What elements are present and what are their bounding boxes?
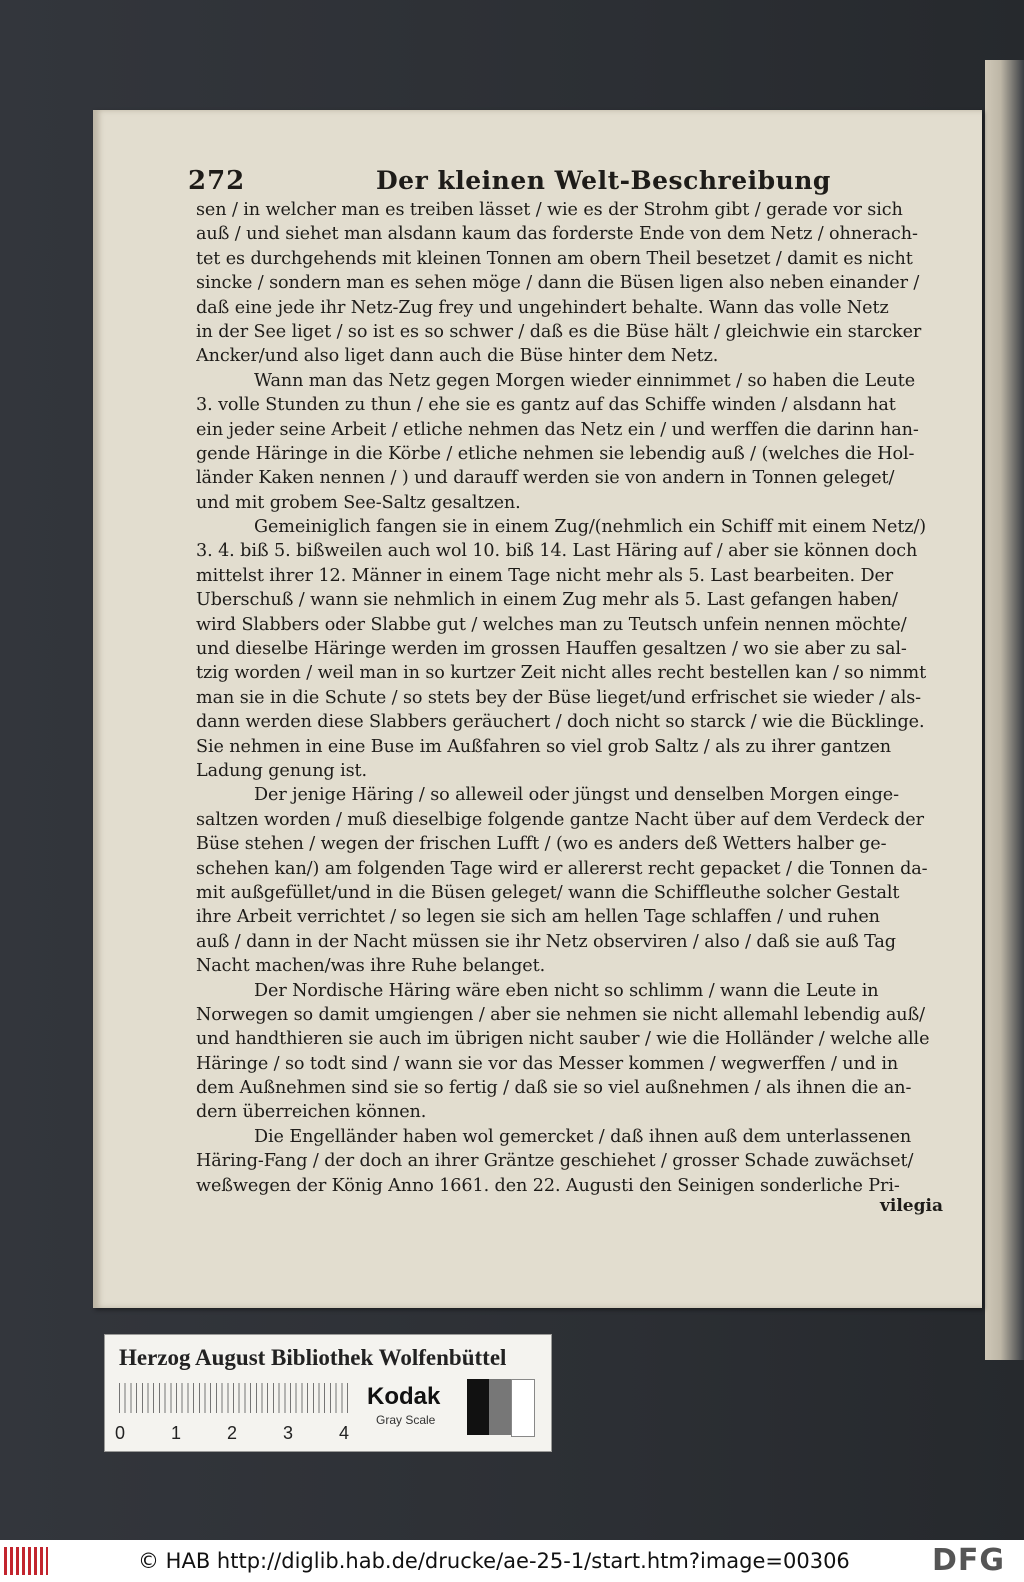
ruler-number: 3 (283, 1423, 294, 1443)
text-line: Uberschuß / wann sie nehmlich in einem Zug mehr als 5. Last gefangen haben/ (196, 590, 898, 611)
text-line: dern überreichen können. (196, 1102, 427, 1123)
ruler-number: 0 (115, 1423, 126, 1443)
body-text (196, 198, 958, 1198)
text-line: und handthieren sie auch im übrigen nicht sauber / wie die Holländer / welche alle (196, 1029, 930, 1050)
text-line: man sie in die Schute / so stets bey der Büse lieget/und erfrischet sie wieder / als- (196, 687, 922, 708)
page-number: 272 (188, 166, 246, 196)
text-line: Sie nehmen in eine Buse im Außfahren so viel grob Saltz / als zu ihrer gantzen (196, 736, 891, 757)
text-line: tet es durchgehends mit kleinen Tonnen am obern Theil besetzet / damit es nicht (196, 248, 913, 269)
text-line: länder Kaken nennen / ) und darauff werden sie von andern in Tonnen geleget/ (196, 468, 895, 489)
text-line: und mit grobem See-Saltz gesaltzen. (196, 492, 521, 513)
text-line: Die Engelländer haben wol gemercket / daß ihnen auß dem unterlassenen (254, 1126, 912, 1147)
text-line: wird Slabbers oder Slabbe gut / welches man zu Teutsch unfein nennen möchte/ (196, 614, 907, 635)
text-line: und dieselbe Häringe werden im grossen Hauffen gesaltzen / wo sie aber zu sal- (196, 639, 907, 660)
text-line: mittelst ihrer 12. Männer in einem Tage nicht mehr als 5. Last bearbeiten. Der (196, 565, 894, 586)
text-line: 3. 4. biß 5. bißweilen auch wol 10. biß 14. Last Häring auf / aber sie können doch (196, 541, 918, 562)
dfg-logo: DFG (932, 1543, 1006, 1578)
catchword: vilegia (880, 1196, 943, 1216)
text-line: 3. volle Stunden zu thun / ehe sie es gantz auf das Schiffe winden / alsdann hat (196, 395, 896, 416)
ruler-number: 2 (227, 1423, 238, 1443)
text-line: Der jenige Häring / so alleweil oder jüngst und denselben Morgen einge- (254, 785, 899, 806)
page-header (188, 166, 958, 202)
text-line: Häringe / so todt sind / wann sie vor das Messer kommen / wegwerffen / und in (196, 1053, 899, 1074)
text-line: daß eine jede ihr Netz-Zug frey und ungehindert behalte. Wann das volle Netz (196, 297, 889, 318)
text-line: Der Nordische Häring wäre eben nicht so schlimm / wann die Leute in (254, 980, 879, 1001)
barcode-icon (4, 1547, 48, 1575)
facing-page-edge (985, 60, 1024, 1360)
text-line: tzig worden / weil man in so kurtzer Zeit nicht alles recht bestellen kan / so nimmt (196, 663, 927, 684)
text-line: Nacht machen/was ihre Ruhe belanget. (196, 956, 546, 977)
text-line: in der See liget / so ist es so schwer / daß es die Büse hält / gleichwie ein starcker (196, 321, 922, 342)
text-line: weßwegen der König Anno 1661. den 22. Augusti den Seinigen sonderliche Pri- (196, 1175, 900, 1196)
running-title: Der kleinen Welt-Beschreibung (376, 166, 831, 195)
gray-swatch-mid (489, 1379, 511, 1435)
text-line: auß / und siehet man alsdann kaum das forderste Ende von dem Netz / ohnerach- (196, 224, 918, 245)
text-line: dann werden diese Slabbers geräuchert / doch nicht so starck / wie die Bücklinge. (196, 712, 925, 733)
library-color-scale-label (104, 1334, 552, 1452)
copyright-link[interactable]: © HAB http://diglib.hab.de/drucke/ae-25-1/start.htm?image=00306 (138, 1549, 850, 1573)
text-line: schehen kan/) am folgenden Tage wird er allererst recht gepacket / die Tonnen da- (196, 858, 928, 879)
text-line: mit außgefüllet/und in die Büsen geleget/ wann die Schiffleuthe solcher Gestalt (196, 882, 900, 903)
text-line: saltzen worden / muß dieselbige folgende gantze Nacht über auf dem Verdeck der (196, 809, 924, 830)
text-line: sincke / sondern man es sehen möge / dann die Büsen ligen also neben einander / (196, 273, 920, 294)
ruler-scale (119, 1383, 349, 1413)
text-line: Häring-Fang / der doch an ihrer Gräntze geschiehet / grosser Schade zuwächset/ (196, 1151, 914, 1172)
ruler-number: 1 (171, 1423, 182, 1443)
kodak-logo: Kodak (367, 1383, 441, 1410)
text-line: Gemeiniglich fangen sie in einem Zug/(nehmlich ein Schiff mit einem Netz/) (254, 517, 927, 538)
text-line: Wann man das Netz gegen Morgen wieder einnimmet / so haben die Leute (254, 370, 916, 391)
text-line: dem Außnehmen sind sie so fertig / daß sie so viel außnehmen / als ihnen die an- (196, 1078, 912, 1099)
text-line: sen / in welcher man es treiben lässet / wie es der Strohm gibt / gerade vor sich (196, 200, 903, 220)
text-line: ihre Arbeit verrichtet / so legen sie sich am hellen Tage schlaffen / und ruhen (196, 907, 880, 928)
text-line: Ancker/und also liget dann auch die Büse hinter dem Netz. (196, 346, 719, 367)
text-line: ein jeder seine Arbeit / etliche nehmen das Netz ein / und werffen die darinn han- (196, 419, 919, 440)
ruler-number: 4 (339, 1423, 350, 1443)
gray-scale-caption: Gray Scale (376, 1413, 436, 1427)
text-line: auß / dann in der Nacht müssen sie ihr Netz observiren / also / daß sie auß Tag (196, 931, 896, 952)
text-line: gende Häringe in die Körbe / etliche nehmen sie lebendig auß / (welches die Hol- (196, 443, 915, 464)
library-name: Herzog August Bibliothek Wolfenbüttel (119, 1345, 507, 1370)
text-line: Ladung genung ist. (196, 760, 367, 781)
text-line: Norwegen so damit umgiengen / aber sie nehmen sie nicht allemahl lebendig auß/ (196, 1004, 925, 1025)
gray-swatch-white (511, 1379, 535, 1437)
text-line: Büse stehen / wegen der frischen Lufft / (wo es anders deß Wetters halber ge- (196, 834, 887, 855)
footer-bar (0, 1540, 1024, 1582)
gray-swatch-black (467, 1379, 489, 1435)
